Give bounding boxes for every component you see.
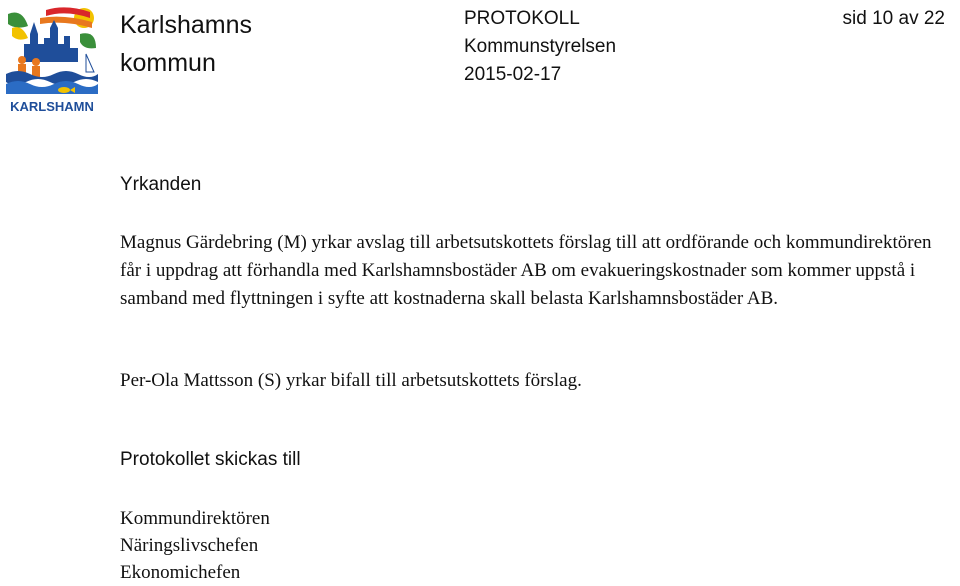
recipient-item: Kommundirektören <box>120 508 270 529</box>
org-line-2: kommun <box>120 49 216 77</box>
recipient-list <box>120 505 270 586</box>
meeting-date: 2015-02-17 <box>464 64 562 85</box>
yrkande-paragraph-1: Magnus Gärdebring (M) yrkar avslag till arbetsutskottets förslag till att ordförande och kommundirektören får i uppdrag att förhandla med Karlshamnsbostäder AB om evakueringskostnader som kommer uppstå i samband med flyttningen i syfte att kostnaderna skall belasta Karlshamnsbostäder AB. <box>120 232 932 309</box>
protocol-block <box>464 5 616 89</box>
karlshamn-logo <box>6 4 98 114</box>
yrkanden-heading: Yrkanden <box>120 174 202 195</box>
yrkande-paragraph-2: Per-Ola Mattsson (S) yrkar bifall till arbetsutskottets förslag. <box>120 370 582 391</box>
logo-wordmark: KARLSHAMN <box>10 99 94 114</box>
organization-name <box>120 6 252 82</box>
recipient-item: Ekonomichefen <box>120 562 241 583</box>
distribution-heading: Protokollet skickas till <box>120 449 301 470</box>
recipient-item: Näringslivschefen <box>120 535 259 556</box>
doc-type: PROTOKOLL <box>464 8 580 29</box>
page-number: sid 10 av 22 <box>842 8 945 29</box>
committee-name: Kommunstyrelsen <box>464 36 617 57</box>
org-line-1: Karlshamns <box>120 11 252 39</box>
